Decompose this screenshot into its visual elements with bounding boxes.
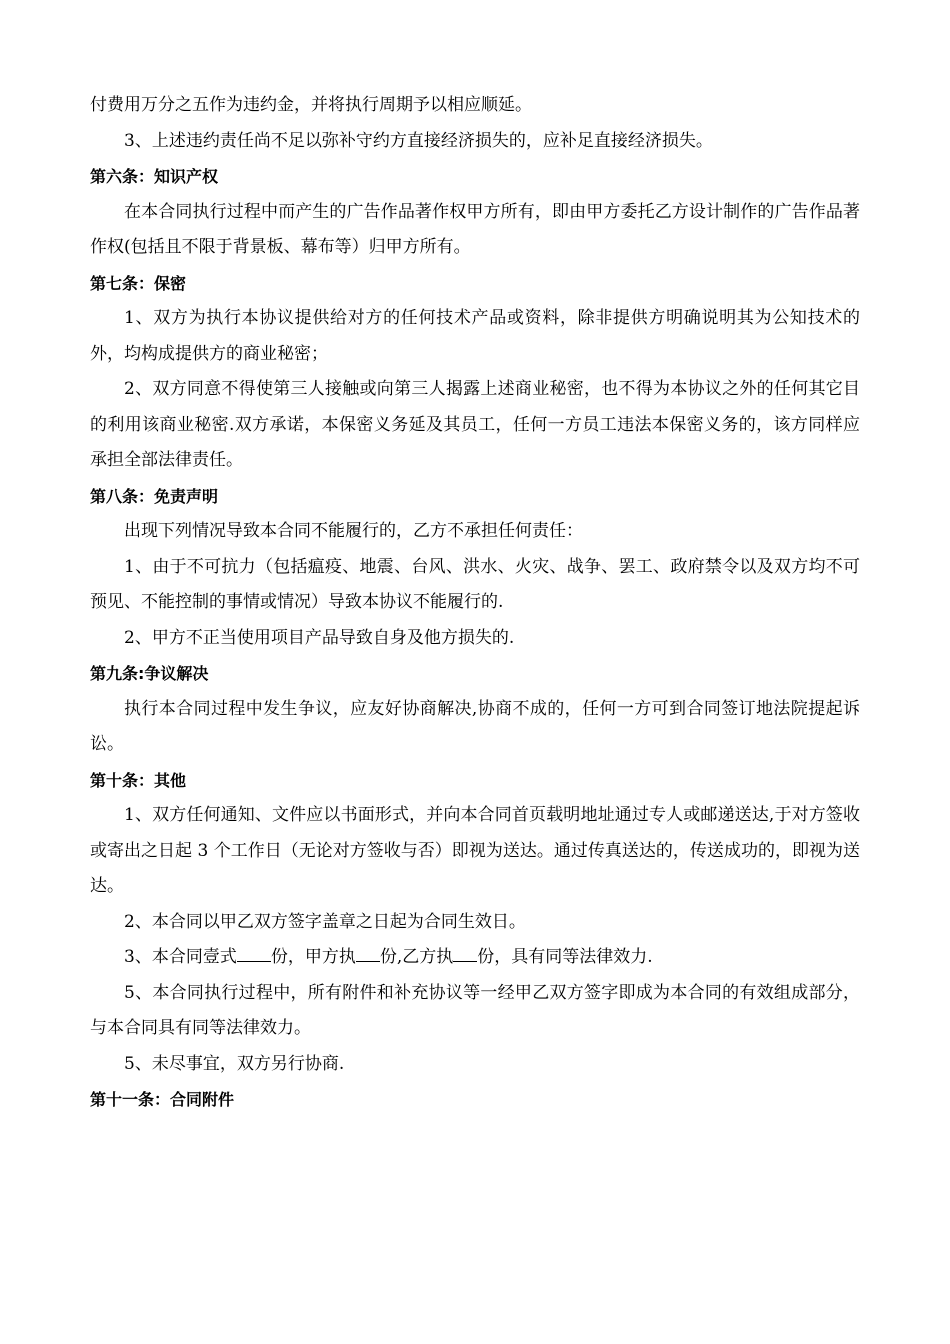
paragraph-disclaimer-1: 1、由于不可抗力（包括瘟疫、地震、台风、洪水、火灾、战争、罢工、政府禁令以及双方均不可预见、不能控制的事情或情况）导致本协议不能履行的. [90, 556, 860, 612]
paragraph-other-2: 2、本合同以甲乙双方签字盖章之日起为合同生效日。 [124, 911, 526, 932]
paragraph-other-1: 1、双方任何通知、文件应以书面形式，并向本合同首页载明地址通过专人或邮递送达,于对方签收或寄出之日起 3 个工作日（无论对方签收与否）即视为送达。通过传真送达的，传送成功的，即视为送达。 [90, 805, 860, 896]
paragraph-penalty-3: 3、上述违约责任尚不足以弥补守约方直接经济损失的，应补足直接经济损失。 [124, 130, 713, 151]
copies-text-c: 份,乙方执 [379, 947, 454, 967]
paragraph-dispute: 执行本合同过程中发生争议，应友好协商解决,协商不成的，任何一方可到合同签订地法院提起诉讼。 [90, 698, 860, 754]
paragraph-disclaimer-2: 2、甲方不正当使用项目产品导致自身及他方损失的. [124, 627, 515, 648]
paragraph-other-3 [90, 940, 860, 976]
heading-article-7: 第七条：保密 [90, 273, 187, 293]
heading-article-6: 第六条：知识产权 [90, 167, 219, 186]
copies-text-a: 3、本合同壹式 [124, 947, 237, 967]
heading-article-11: 第十一条：合同附件 [90, 1090, 235, 1109]
paragraph-disclaimer-intro: 出现下列情况导致本合同不能履行的，乙方不承担任何责任： [124, 521, 583, 541]
copies-blank-party-a [356, 947, 380, 962]
paragraph-confidential-1: 1、双方为执行本协议提供给对方的任何技术产品或资料，除非提供方明确说明其为公知技术的外，均构成提供方的商业秘密； [90, 308, 860, 364]
copies-text-b: 份，甲方执 [270, 947, 356, 967]
paragraph-other-5a: 5、本合同执行过程中，所有附件和补充协议等一经甲乙双方签字即成为本合同的有效组成部分，与本合同具有同等法律效力。 [90, 982, 860, 1038]
heading-article-10: 第十条：其他 [90, 770, 187, 790]
copies-text-d: 份，具有同等法律效力. [477, 947, 653, 967]
heading-article-9: 第九条:争议解决 [90, 664, 209, 683]
heading-article-8: 第八条：免责声明 [90, 486, 219, 506]
paragraph-ip: 在本合同执行过程中而产生的广告作品著作权甲方所有，即由甲方委托乙方设计制作的广告作品著作权(包括且不限于背景板、幕布等）归甲方所有。 [90, 201, 860, 257]
paragraph-penalty-tail: 付费用万分之五作为违约金，并将执行周期予以相应顺延。 [90, 95, 532, 115]
copies-blank-total [237, 947, 271, 962]
paragraph-other-5b: 5、未尽事宜，双方另行协商. [124, 1053, 345, 1074]
document-page [90, 88, 860, 1118]
copies-blank-party-b [453, 947, 477, 962]
paragraph-confidential-2: 2、双方同意不得使第三人接触或向第三人揭露上述商业秘密，也不得为本协议之外的任何其它目的利用该商业秘密.双方承诺，本保密义务延及其员工，任何一方员工违法本保密义务的，该方同样应承担全部法律责任。 [90, 379, 860, 470]
